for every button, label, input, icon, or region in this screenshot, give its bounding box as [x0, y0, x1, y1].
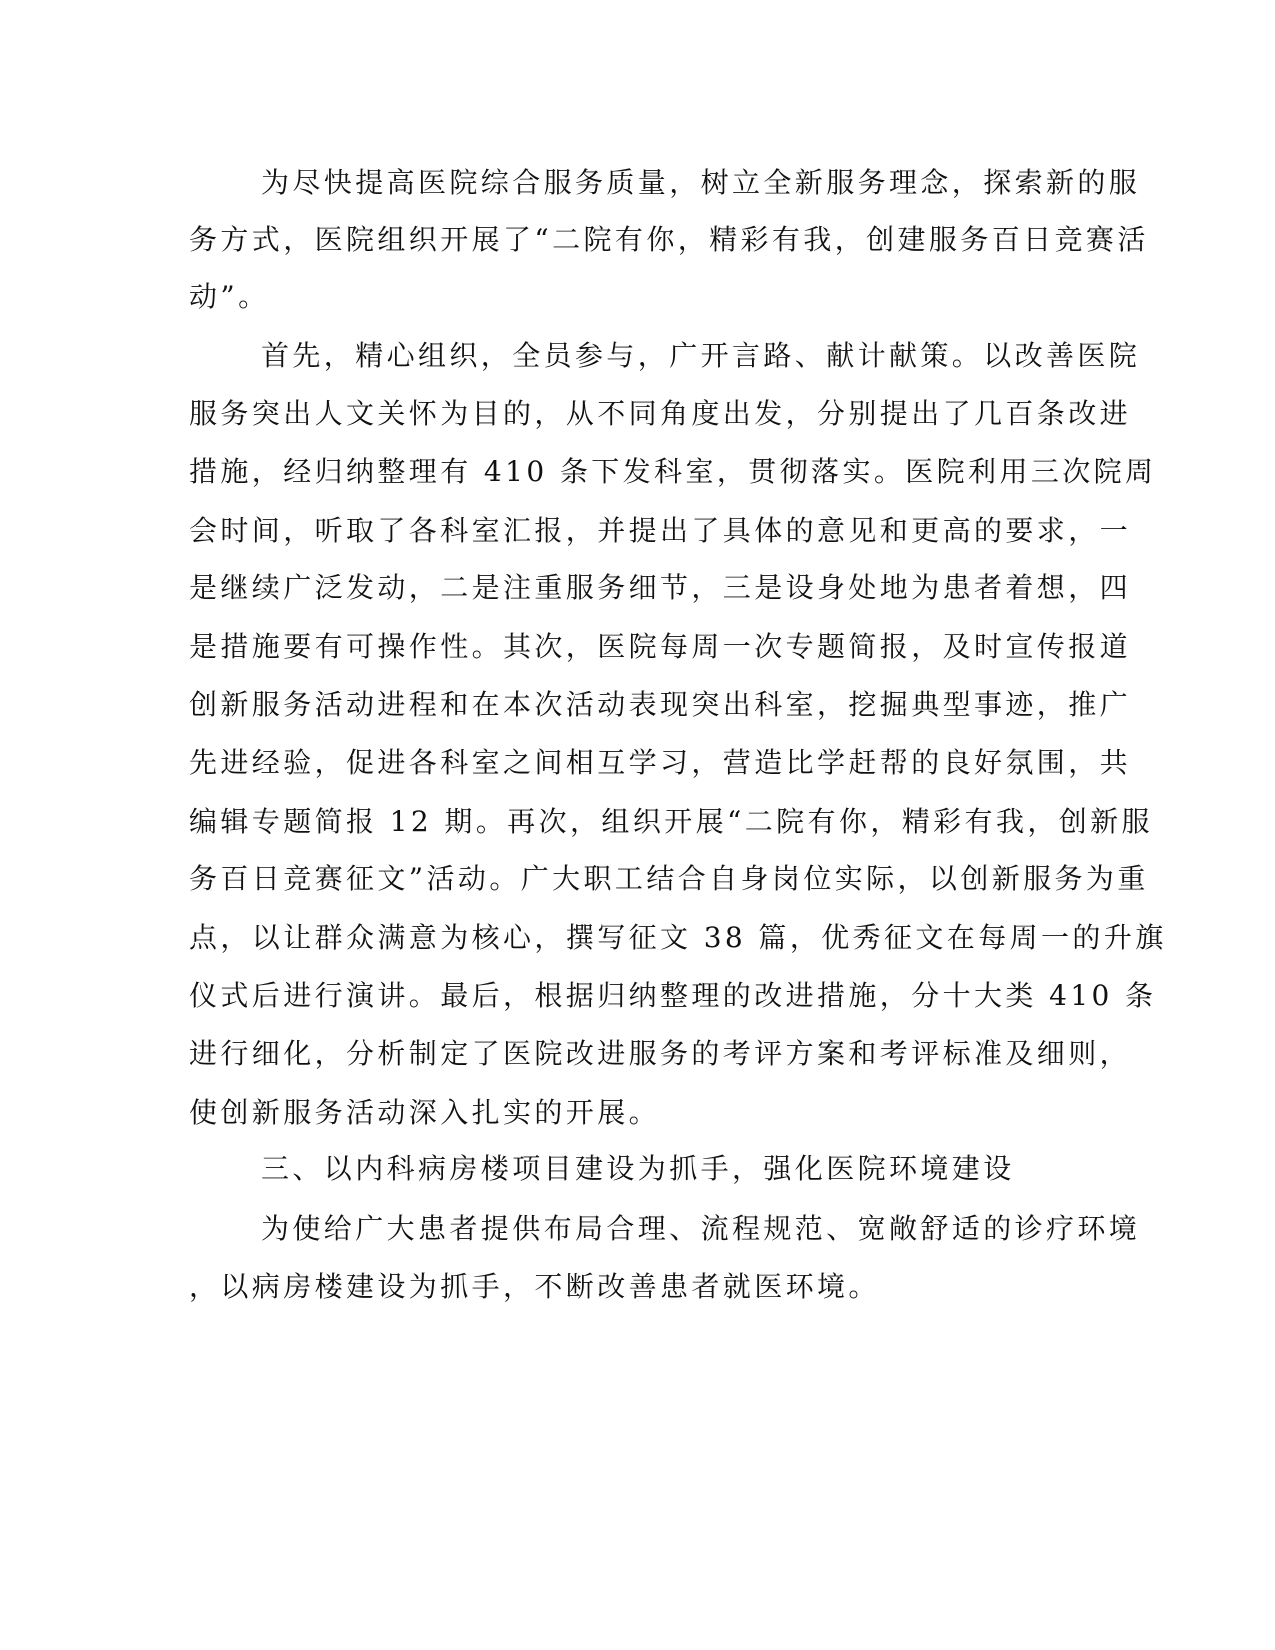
paragraph-2-line-13: 进行细化，分析制定了医院改进服务的考评方案和考评标准及细则，: [189, 1037, 1132, 1070]
paragraph-1-line-3: 动”。: [189, 280, 270, 313]
paragraph-2-line-4: 会时间，听取了各科室汇报，并提出了具体的意见和更高的要求，一: [189, 514, 1132, 547]
paragraph-2-line-1: 首先，精心组织，全员参与，广开言路、献计献策。以改善医院: [261, 339, 1141, 372]
paragraph-1-line-2: 务方式，医院组织开展了“二院有你，精彩有我，创建服务百日竞赛活: [189, 223, 1149, 256]
paragraph-2-line-7: 创新服务活动进程和在本次活动表现突出科室，挖掘典型事迹，推广: [189, 688, 1132, 721]
paragraph-2-line-3: 措施，经归纳整理有 410 条下发科室，贯彻落实。医院利用三次院周: [189, 455, 1157, 488]
paragraph-2-line-9: 编辑专题简报 12 期。再次，组织开展“二院有你，精彩有我，创新服: [189, 805, 1153, 838]
paragraph-2-line-5: 是继续广泛发动，二是注重服务细节，三是设身处地为患者着想，四: [189, 571, 1132, 604]
paragraph-3-line-2: ，以病房楼建设为抓手，不断改善患者就医环境。: [189, 1270, 880, 1303]
paragraph-2-line-12: 仪式后进行演讲。最后，根据归纳整理的改进措施，分十大类 410 条: [189, 979, 1157, 1012]
paragraph-2-line-10: 务百日竞赛征文”活动。广大职工结合自身岗位实际，以创新服务为重: [189, 862, 1149, 895]
paragraph-2-line-2: 服务突出人文关怀为目的，从不同角度出发，分别提出了几百条改进: [189, 397, 1132, 430]
paragraph-3-line-1: 为使给广大患者提供布局合理、流程规范、宽敞舒适的诊疗环境: [261, 1212, 1141, 1245]
paragraph-2-line-14: 使创新服务活动深入扎实的开展。: [189, 1096, 661, 1129]
paragraph-2-line-6: 是措施要有可操作性。其次，医院每周一次专题简报，及时宣传报道: [189, 630, 1132, 663]
section-heading: 三、以内科病房楼项目建设为抓手，强化医院环境建设: [261, 1152, 1015, 1185]
paragraph-2-line-8: 先进经验，促进各科室之间相互学习，营造比学赶帮的良好氛围，共: [189, 746, 1132, 779]
paragraph-1-line-1: 为尽快提高医院综合服务质量，树立全新服务理念，探索新的服: [261, 166, 1141, 199]
paragraph-2-line-11: 点，以让群众满意为核心，撰写征文 38 篇，优秀征文在每周一的升旗: [189, 921, 1167, 954]
